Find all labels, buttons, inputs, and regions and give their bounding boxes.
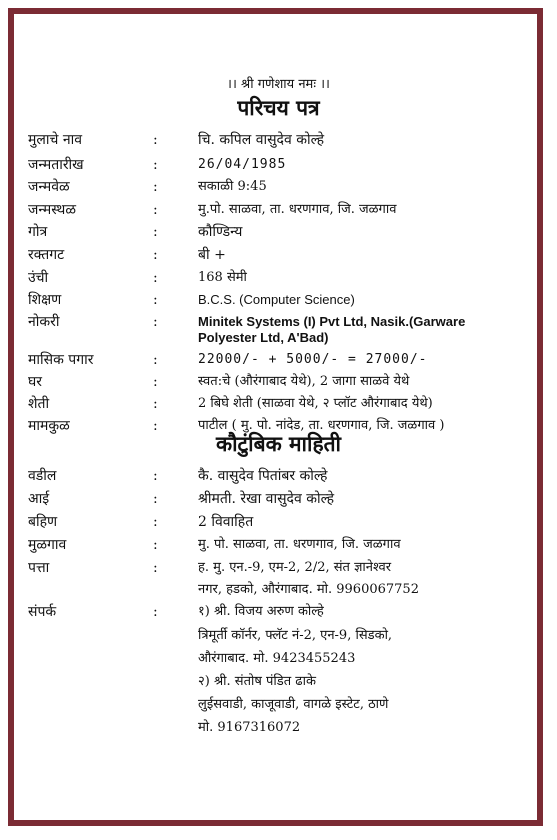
field-colon: : — [153, 396, 158, 412]
field-colon: : — [153, 537, 158, 553]
field-colon: : — [153, 247, 158, 263]
contact-line: मो. 9167316072 — [198, 720, 301, 735]
field-label: नोकरी — [28, 314, 60, 330]
field-colon: : — [153, 270, 158, 286]
field-value: मु.पो. साळवा, ता. धरणगाव, जि. जळगाव — [198, 202, 397, 217]
field-label: मासिक पगार — [28, 352, 94, 368]
contact-line: लुईसवाडी, काजूवाडी, वागळे इस्टेट, ठाणे — [198, 697, 389, 712]
field-value: Minitek Systems (I) Pvt Ltd, Nasik.(Garware — [198, 314, 466, 329]
field-value: 26/04/1985 — [198, 157, 287, 172]
field-label: शेती — [28, 396, 50, 412]
field-colon: : — [153, 560, 158, 576]
field-value: चि. कपिल वासुदेव कोल्हे — [198, 132, 325, 148]
blessing-line: ।। श्री गणेशाय नमः ।। — [227, 77, 330, 92]
field-value: ह. मु. एन.-9, एम-2, 2/2, संत ज्ञानेश्वर — [198, 560, 392, 575]
field-value: 2 बिघे शेती (साळवा येथे, २ प्लॉट औरंगाबाद येथे) — [198, 396, 433, 411]
field-label: घर — [28, 374, 42, 390]
field-colon: : — [153, 418, 158, 434]
section-title-family: कौटुंबिक माहिती — [215, 431, 341, 456]
field-colon: : — [153, 468, 158, 484]
contact-line: १) श्री. विजय अरुण कोल्हे — [198, 604, 324, 619]
contact-line: औरंगाबाद. मो. 9423455243 — [198, 651, 356, 666]
field-label: शिक्षण — [28, 292, 62, 308]
field-value: बी + — [198, 247, 226, 263]
field-value: मु. पो. साळवा, ता. धरणगाव, जि. जळगाव — [198, 537, 401, 552]
field-colon: : — [153, 352, 158, 368]
field-label: रक्तगट — [28, 247, 65, 263]
field-value: B.C.S. (Computer Science) — [198, 292, 355, 307]
field-value: 2 विवाहित — [198, 514, 254, 530]
field-value: 22000/- + 5000/- = 27000/- — [198, 352, 428, 367]
field-colon: : — [153, 491, 158, 507]
contact-line: २) श्री. संतोष पंडित ढाके — [198, 674, 316, 689]
field-colon: : — [153, 157, 158, 173]
field-value: कौण्डिन्य — [198, 224, 243, 240]
field-colon: : — [153, 604, 158, 620]
field-label: मुलाचे नाव — [28, 132, 83, 148]
field-colon: : — [153, 374, 158, 390]
field-label: मुळगाव — [28, 537, 67, 553]
field-value: स्वत:चे (औरंगाबाद येथे), 2 जागा साळवे येथे — [198, 374, 410, 389]
field-label: वडील — [28, 468, 57, 484]
field-value: पाटील ( मु. पो. नांदेड, ता. धरणगाव, जि. जळगाव ) — [198, 418, 445, 433]
field-label: मामकुळ — [28, 418, 70, 434]
field-label: बहिण — [28, 514, 58, 530]
contact-line: त्रिमूर्ती कॉर्नर, फ्लॅट नं-2, एन-9, सिडको, — [198, 628, 393, 643]
field-label: गोत्र — [28, 224, 48, 240]
field-colon: : — [153, 132, 158, 148]
field-label: आई — [28, 491, 50, 507]
field-colon: : — [153, 292, 158, 308]
field-colon: : — [153, 514, 158, 530]
field-colon: : — [153, 202, 158, 218]
field-label: उंची — [28, 270, 49, 286]
field-label: जन्मवेळ — [28, 179, 70, 195]
field-label: पत्ता — [28, 560, 50, 576]
field-value: कै. वासुदेव पितांबर कोल्हे — [198, 468, 328, 484]
field-label: जन्मतारीख — [28, 157, 84, 173]
field-value-cont: नगर, हडको, औरंगाबाद. मो. 9960067752 — [198, 582, 419, 597]
field-label: संपर्क — [28, 604, 57, 620]
page-title: परिचय पत्र — [237, 95, 320, 120]
field-value: सकाळी 9:45 — [198, 179, 267, 194]
field-value: श्रीमती. रेखा वासुदेव कोल्हे — [198, 491, 335, 507]
field-label: जन्मस्थळ — [28, 202, 76, 218]
field-colon: : — [153, 179, 158, 195]
field-colon: : — [153, 314, 158, 330]
field-value: 168 सेमी — [198, 270, 247, 285]
field-colon: : — [153, 224, 158, 240]
field-value-cont: Polyester Ltd, A'Bad) — [198, 330, 329, 345]
